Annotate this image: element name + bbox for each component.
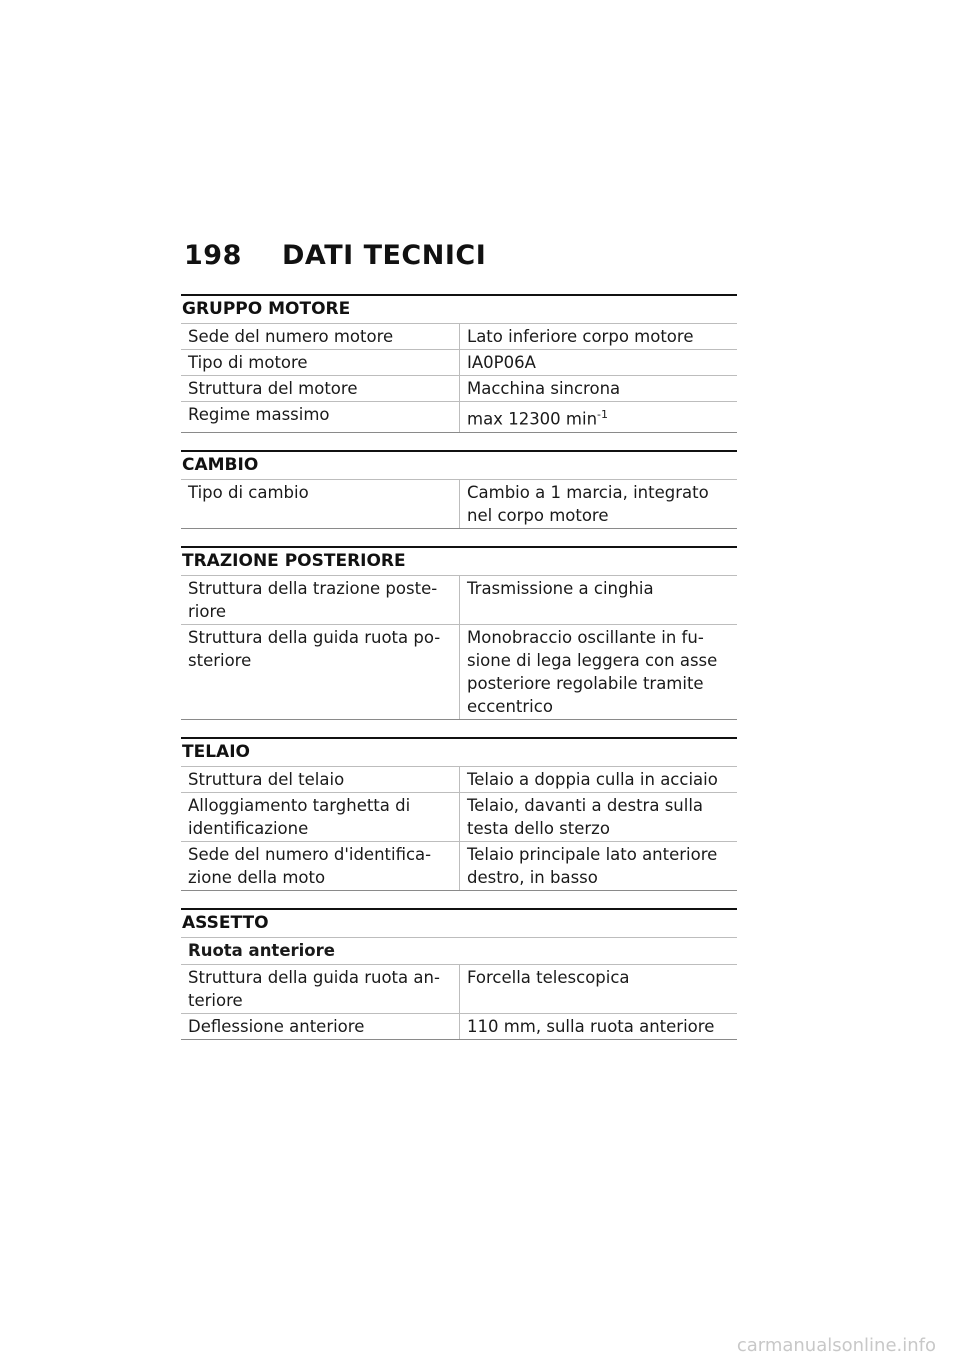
watermark: carmanualsonline.info xyxy=(736,1335,936,1356)
section-trazione-posteriore xyxy=(181,546,737,720)
section-title: TRAZIONE POSTERIORE xyxy=(181,546,737,576)
row-label: Sede del numero d'identifica-zione della moto xyxy=(188,844,432,887)
subheading-ruota-anteriore: Ruota anteriore xyxy=(181,938,737,965)
table-row xyxy=(181,965,737,1014)
row-value: Telaio principale lato anteriore destro, in basso xyxy=(459,842,737,890)
section-gruppo-motore xyxy=(181,294,737,433)
row-value: 110 mm, sulla ruota anteriore xyxy=(459,1014,737,1039)
row-value: Telaio a doppia culla in acciaio xyxy=(459,767,737,792)
page-header xyxy=(184,240,486,271)
row-label: Struttura del motore xyxy=(188,379,358,398)
page-number: 198 xyxy=(184,240,242,271)
row-label: Deflessione anteriore xyxy=(188,1016,365,1036)
table-row xyxy=(181,350,737,376)
row-value-superscript: -1 xyxy=(597,408,609,421)
row-label: Struttura della guida ruota po-steriore xyxy=(188,627,441,670)
section-title: GRUPPO MOTORE xyxy=(181,294,737,324)
row-label: Sede del numero motore xyxy=(188,327,394,346)
section-title: CAMBIO xyxy=(181,450,737,480)
section-cambio xyxy=(181,450,737,529)
row-value: Forcella telescopica xyxy=(459,965,737,1013)
table-row xyxy=(181,324,737,350)
row-value: Monobraccio oscillante in fu-sione di lega leggera con asse posteriore regolabile tramite eccentrico xyxy=(459,625,737,719)
row-label: Regime massimo xyxy=(188,405,330,424)
table-row xyxy=(181,576,737,625)
row-value: Cambio a 1 marcia, integrato nel corpo motore xyxy=(459,480,737,528)
row-label: Alloggiamento targhetta di identificazione xyxy=(188,795,411,838)
section-telaio xyxy=(181,737,737,891)
table-row xyxy=(181,480,737,529)
row-value-text: max 12300 min xyxy=(467,409,598,429)
table-row xyxy=(181,767,737,793)
table-row xyxy=(181,376,737,402)
row-value xyxy=(459,402,737,432)
page-title: DATI TECNICI xyxy=(282,240,487,271)
row-value: IA0P06A xyxy=(459,350,737,375)
table-row xyxy=(181,625,737,720)
row-label: Struttura del telaio xyxy=(188,769,345,789)
row-label: Tipo di cambio xyxy=(188,482,309,502)
section-assetto xyxy=(181,908,737,1040)
row-label: Struttura della trazione poste-riore xyxy=(188,578,438,621)
section-title: TELAIO xyxy=(181,737,737,767)
table-row xyxy=(181,793,737,842)
table-row xyxy=(181,402,737,433)
row-value: Telaio, davanti a destra sulla testa dello sterzo xyxy=(459,793,737,841)
table-row xyxy=(181,842,737,891)
row-value: Macchina sincrona xyxy=(459,376,737,401)
section-title: ASSETTO xyxy=(181,908,737,938)
row-value: Lato inferiore corpo motore xyxy=(459,324,737,349)
row-label: Tipo di motore xyxy=(188,353,308,372)
row-value: Trasmissione a cinghia xyxy=(459,576,737,624)
spec-content xyxy=(181,294,737,1057)
table-row xyxy=(181,1014,737,1040)
row-label: Struttura della guida ruota an-teriore xyxy=(188,967,440,1010)
